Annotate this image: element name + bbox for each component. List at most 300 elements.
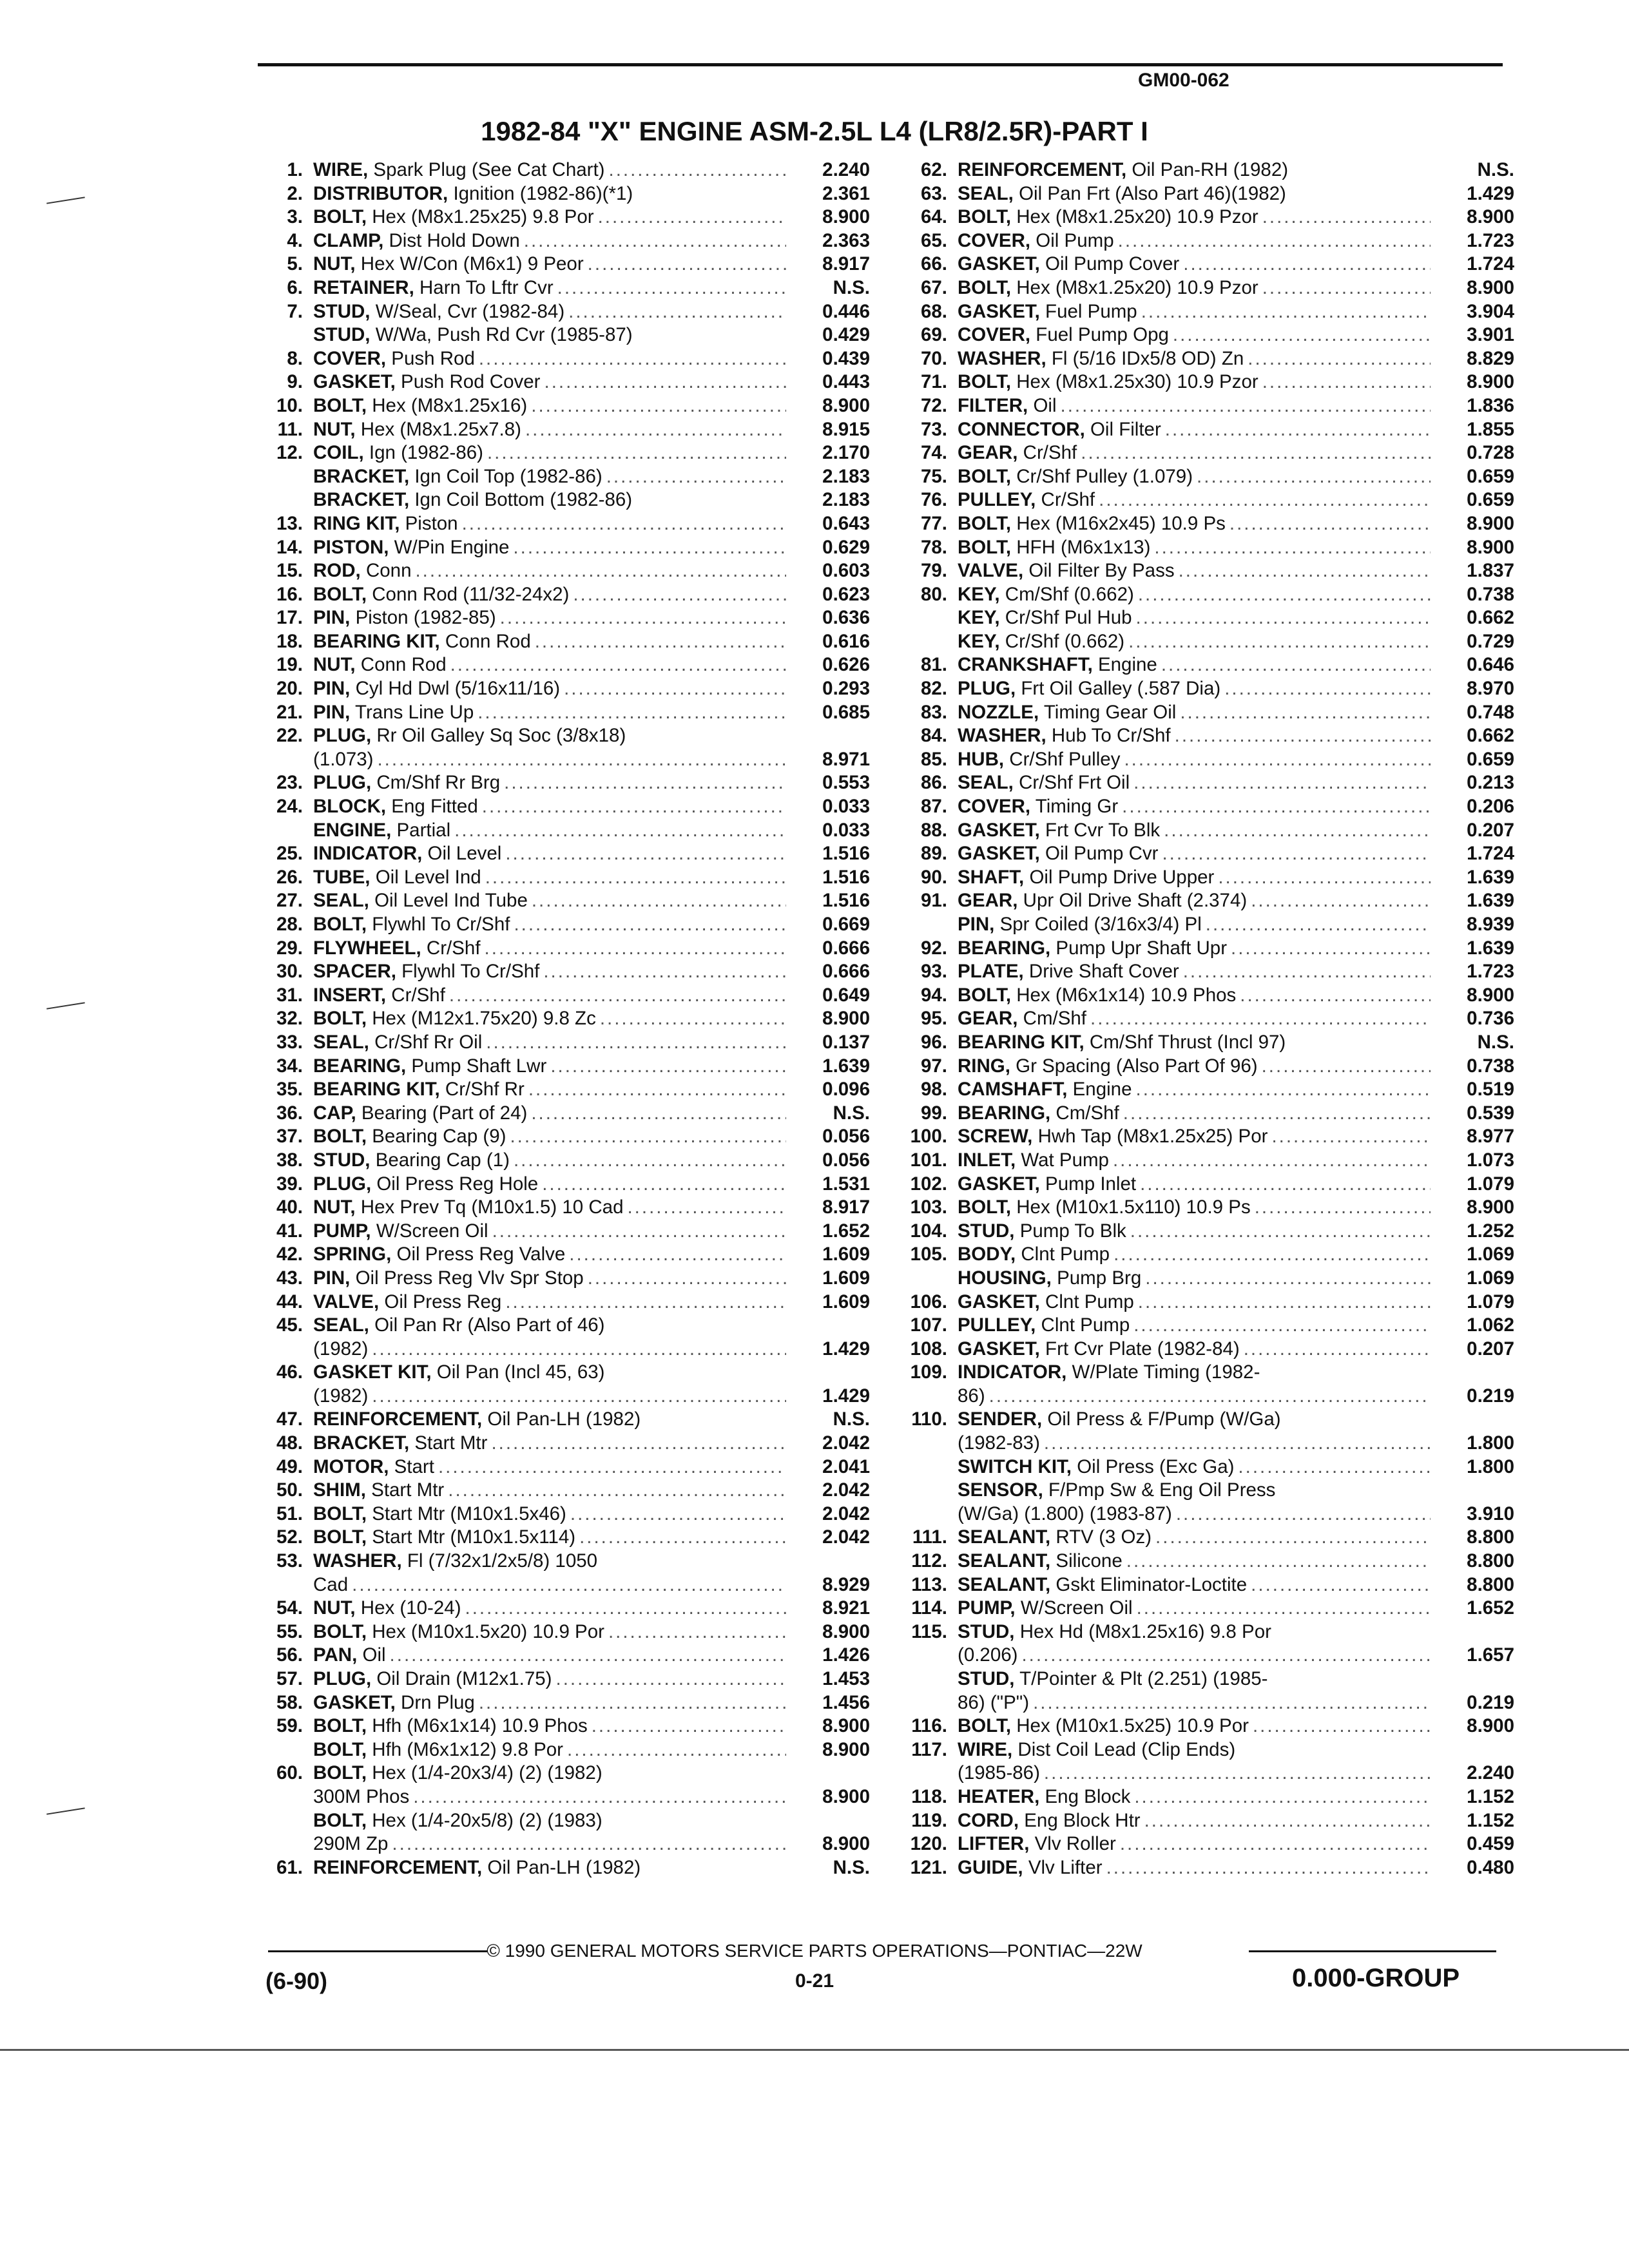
part-entry — [896, 1243, 1514, 1290]
part-description — [958, 1738, 1433, 1762]
part-description — [958, 441, 1433, 465]
part-entry — [896, 1715, 1514, 1738]
group-number: 1.069 — [1467, 1267, 1514, 1289]
item-number: 50. — [276, 1479, 303, 1501]
part-description — [313, 488, 789, 512]
part-detail: Start Mtr (M10x1.5x46) — [367, 1503, 566, 1524]
part-detail: Silicone — [1050, 1550, 1123, 1572]
item-number: 105. — [910, 1244, 947, 1265]
item-number: 12. — [276, 442, 303, 464]
item-number: 7. — [287, 300, 303, 322]
item-number: 97. — [920, 1055, 947, 1077]
group-number: 1.429 — [1467, 182, 1514, 204]
item-number: 46. — [276, 1361, 303, 1383]
item-number: 47. — [276, 1408, 303, 1430]
part-description — [313, 1291, 789, 1314]
part-detail: Oil Pan (Incl 45, 63) — [431, 1361, 605, 1383]
part-detail: Oil Press Reg — [379, 1291, 502, 1312]
group-number: 2.361 — [822, 182, 870, 204]
part-detail: W/Screen Oil — [1015, 1597, 1133, 1619]
part-detail: Ign Coil Bottom (1982-86) — [409, 489, 633, 511]
part-entry — [896, 1338, 1514, 1361]
dot-leader — [513, 536, 786, 560]
part-description — [313, 1762, 789, 1785]
group-number: 0.729 — [1467, 630, 1514, 652]
dot-leader — [485, 866, 786, 890]
dot-leader — [570, 1503, 786, 1526]
group-number: 1.800 — [1467, 1432, 1514, 1454]
part-description — [958, 1220, 1433, 1244]
part-name: BOLT, — [313, 1809, 367, 1831]
part-description — [313, 394, 789, 418]
item-number: 23. — [276, 772, 303, 794]
item-number: 110. — [911, 1408, 947, 1430]
dot-leader — [1253, 1715, 1431, 1738]
part-detail: Oil Pump — [1030, 229, 1114, 251]
dot-leader — [462, 512, 786, 536]
part-entry — [251, 347, 870, 371]
part-name: BOLT, — [313, 914, 367, 935]
part-name: INLET, — [958, 1149, 1016, 1171]
item-number: 115. — [911, 1620, 947, 1642]
part-entry — [251, 1055, 870, 1079]
part-name: BEARING, — [313, 1055, 407, 1077]
group-number: 1.531 — [822, 1173, 870, 1195]
part-name: CAMSHAFT, — [958, 1079, 1068, 1100]
group-number: 8.900 — [1467, 371, 1514, 393]
part-name: BOLT, — [313, 1620, 367, 1642]
part-detail: W/Plate Timing (1982- — [1066, 1361, 1260, 1383]
dot-leader — [1180, 701, 1431, 725]
dot-leader — [1262, 370, 1431, 394]
dot-leader — [1033, 1691, 1431, 1715]
part-detail: Rr Oil Galley Sq Soc (3/8x18) — [371, 725, 626, 747]
part-entry — [251, 441, 870, 512]
part-detail: RTV (3 Oz) — [1050, 1526, 1152, 1548]
part-name: SEAL, — [313, 1031, 369, 1053]
part-name: GUIDE, — [958, 1856, 1023, 1878]
item-number: 13. — [276, 512, 303, 534]
part-entry — [251, 559, 870, 583]
part-name: STUD, — [958, 1668, 1015, 1689]
part-description — [313, 583, 789, 607]
part-name: BOLT, — [958, 276, 1012, 298]
part-description — [313, 1832, 789, 1856]
dot-leader — [568, 300, 786, 324]
part-entry — [251, 937, 870, 961]
part-detail: Oil Press Reg Vlv Spr Stop — [350, 1267, 584, 1289]
part-entry — [251, 182, 870, 206]
part-name: BOLT, — [958, 1715, 1012, 1737]
part-entry — [896, 1620, 1514, 1715]
part-description — [313, 1267, 789, 1291]
part-description — [958, 1031, 1433, 1055]
part-detail: Fl (7/32x1/2x5/8) 1050 — [401, 1550, 598, 1572]
part-entry — [896, 1526, 1514, 1550]
part-name: CRANKSHAFT, — [958, 654, 1093, 676]
part-description — [313, 1196, 789, 1220]
group-number: 1.609 — [822, 1244, 870, 1265]
dot-leader — [1136, 606, 1431, 630]
part-description — [313, 1667, 789, 1691]
group-number: 1.855 — [1467, 418, 1514, 440]
part-name: NUT, — [313, 1196, 356, 1218]
part-description — [313, 1620, 789, 1644]
dot-leader — [1240, 984, 1431, 1008]
part-detail: Partial — [391, 819, 451, 841]
dot-leader — [1224, 677, 1431, 701]
item-number: 18. — [276, 630, 303, 652]
part-description — [958, 889, 1433, 913]
part-description — [958, 677, 1433, 701]
part-name: BRACKET, — [313, 489, 410, 511]
item-number: 89. — [920, 843, 947, 865]
group-number: 1.836 — [1467, 394, 1514, 416]
part-detail: Gskt Eliminator-Loctite — [1050, 1573, 1248, 1595]
item-number: 118. — [911, 1785, 947, 1807]
part-detail: (1.073) — [313, 748, 374, 770]
item-number: 103. — [910, 1196, 947, 1218]
part-description — [958, 394, 1433, 418]
item-number: 70. — [920, 347, 947, 369]
item-number: 85. — [920, 748, 947, 770]
part-description — [313, 347, 789, 371]
group-number: 0.662 — [1467, 607, 1514, 629]
item-number: 40. — [276, 1196, 303, 1218]
part-description — [313, 1408, 789, 1432]
item-number: 39. — [276, 1173, 303, 1195]
part-detail: Bearing Cap (1) — [370, 1149, 510, 1171]
part-description — [313, 1361, 789, 1385]
part-description — [313, 1149, 789, 1173]
part-name: PULLEY, — [958, 1314, 1036, 1336]
part-detail: 86) ("P") — [958, 1691, 1030, 1713]
part-detail: Eng Block Htr — [1019, 1809, 1141, 1831]
part-description — [313, 889, 789, 913]
item-number: 87. — [920, 796, 947, 818]
dot-leader — [450, 653, 786, 677]
item-number: 58. — [276, 1691, 303, 1713]
part-name: PIN, — [313, 701, 351, 723]
part-name: SENSOR, — [958, 1479, 1043, 1501]
group-number: 1.429 — [822, 1338, 870, 1360]
part-entry — [251, 606, 870, 630]
part-name: BRACKET, — [313, 1432, 410, 1454]
part-description — [313, 229, 789, 253]
part-name: SPRING, — [313, 1244, 392, 1265]
part-description — [313, 960, 789, 984]
part-entry — [251, 1102, 870, 1126]
item-number: 86. — [920, 772, 947, 794]
part-detail: W/Pin Engine — [389, 536, 510, 558]
part-entry — [896, 1220, 1514, 1244]
item-number: 43. — [276, 1267, 303, 1289]
part-detail: Hex (M16x2x45) 10.9 Ps — [1011, 512, 1226, 534]
part-description — [313, 253, 789, 276]
part-detail: Bearing (Part of 24) — [356, 1102, 528, 1124]
part-description — [958, 300, 1433, 324]
part-name: BOLT, — [958, 206, 1012, 228]
part-description — [313, 1597, 789, 1620]
dot-leader — [1155, 1526, 1431, 1550]
group-number: 8.900 — [822, 1833, 870, 1855]
part-entry — [251, 206, 870, 229]
part-entry — [251, 1715, 870, 1762]
group-number: 8.977 — [1467, 1126, 1514, 1148]
part-name: KEY, — [958, 607, 1000, 629]
dot-leader — [557, 276, 786, 300]
dot-leader — [1244, 1338, 1431, 1361]
part-description — [313, 1007, 789, 1031]
dot-leader — [377, 748, 786, 772]
part-name: WASHER, — [313, 1550, 402, 1572]
group-number: 8.800 — [1467, 1573, 1514, 1595]
part-entry — [251, 653, 870, 677]
group-number: 8.915 — [822, 418, 870, 440]
group-number: 8.970 — [1467, 678, 1514, 700]
item-number: 21. — [276, 701, 303, 723]
part-description — [313, 1385, 789, 1408]
part-description — [313, 323, 789, 347]
part-description — [958, 1149, 1433, 1173]
part-detail: Pump Inlet — [1039, 1173, 1137, 1195]
part-detail: Flywhl To Cr/Shf — [367, 914, 510, 935]
part-detail: Cr/Shf Pul Hub — [999, 607, 1132, 629]
item-number: 35. — [276, 1079, 303, 1100]
part-entry — [251, 159, 870, 182]
dot-leader — [438, 1456, 786, 1479]
part-name: BOLT, — [313, 1715, 367, 1737]
dot-leader — [1176, 1503, 1431, 1526]
item-number: 53. — [276, 1550, 303, 1572]
part-name: CONNECTOR, — [958, 418, 1085, 440]
dot-leader — [479, 1691, 786, 1715]
part-description — [958, 418, 1433, 442]
item-number: 60. — [276, 1762, 303, 1784]
part-detail: Pump Shaft Lwr — [406, 1055, 547, 1077]
dot-leader — [1133, 771, 1431, 795]
group-number: 0.728 — [1467, 442, 1514, 464]
part-entry — [251, 1667, 870, 1691]
dot-leader — [1113, 1243, 1431, 1267]
part-detail: Cm/Shf Rr Brg — [371, 772, 501, 794]
part-detail: Vlv Lifter — [1023, 1856, 1103, 1878]
part-detail: Spr Coiled (3/16x3/4) Pl — [994, 914, 1202, 935]
part-description — [958, 1456, 1433, 1479]
group-number: 2.042 — [822, 1526, 870, 1548]
part-detail: W/Screen Oil — [371, 1220, 488, 1242]
part-name: SEAL, — [958, 772, 1014, 794]
group-number: 8.971 — [822, 748, 870, 770]
part-entry — [251, 842, 870, 866]
dot-leader — [1061, 394, 1431, 418]
group-number: 0.443 — [822, 371, 870, 393]
dot-leader — [556, 1667, 787, 1691]
part-detail: Frt Cvr To Blk — [1039, 819, 1161, 841]
group-number: 1.724 — [1467, 843, 1514, 865]
part-entry — [896, 771, 1514, 795]
group-number: 1.073 — [1467, 1149, 1514, 1171]
part-name: PLUG, — [313, 725, 372, 747]
group-label: 0.000-GROUP — [1292, 1964, 1460, 1992]
dot-leader — [606, 465, 786, 489]
group-number: 0.662 — [1467, 725, 1514, 747]
part-name: WIRE, — [313, 159, 369, 180]
group-number: 0.738 — [1467, 583, 1514, 605]
part-entry — [251, 536, 870, 560]
part-detail: (1982) — [313, 1385, 369, 1407]
part-description — [313, 1125, 789, 1149]
group-number: 0.685 — [822, 701, 870, 723]
part-detail: F/Pmp Sw & Eng Oil Press — [1043, 1479, 1276, 1501]
item-number: 22. — [276, 725, 303, 747]
part-entry — [251, 1550, 870, 1597]
part-name: PULLEY, — [958, 489, 1036, 511]
part-detail: HFH (M6x1x13) — [1011, 536, 1151, 558]
part-detail: Engine — [1092, 654, 1157, 676]
part-name: VALVE, — [958, 560, 1024, 582]
part-entry — [251, 1597, 870, 1620]
dot-leader — [989, 1385, 1431, 1408]
group-number: 0.659 — [1467, 465, 1514, 487]
dot-leader — [454, 819, 786, 843]
part-description — [958, 1715, 1433, 1738]
part-description — [313, 677, 789, 701]
part-detail: Oil Pan-LH (1982) — [482, 1408, 641, 1430]
part-entry — [896, 1173, 1514, 1196]
part-detail: Ign (1982-86) — [363, 442, 483, 464]
dot-leader — [1183, 253, 1431, 276]
dot-leader — [1140, 1173, 1431, 1196]
item-number: 107. — [910, 1314, 947, 1336]
dot-leader — [1154, 536, 1431, 560]
group-number: 1.062 — [1467, 1314, 1514, 1336]
dot-leader — [1162, 842, 1431, 866]
part-description — [958, 701, 1433, 725]
group-number: 1.639 — [822, 1055, 870, 1077]
part-description — [313, 276, 789, 300]
part-detail: Oil Filter By Pass — [1023, 560, 1175, 582]
item-number: 80. — [920, 583, 947, 605]
part-name: NOZZLE, — [958, 701, 1039, 723]
dot-leader — [1130, 1220, 1431, 1244]
part-detail: Conn Rod (11/32-24x2) — [367, 583, 570, 605]
part-description — [313, 984, 789, 1008]
part-entry — [251, 960, 870, 984]
part-entry — [251, 1456, 870, 1479]
part-entry — [896, 394, 1514, 418]
part-entry — [251, 1432, 870, 1456]
item-number: 41. — [276, 1220, 303, 1242]
part-name: SPACER, — [313, 961, 396, 983]
part-detail: (0.206) — [958, 1644, 1018, 1666]
part-description — [313, 771, 789, 795]
item-number: 121. — [910, 1856, 947, 1878]
dot-leader — [487, 441, 786, 465]
part-description — [958, 842, 1433, 866]
dot-leader — [598, 206, 786, 229]
dot-leader — [1099, 488, 1431, 512]
part-description — [958, 1243, 1433, 1267]
group-number: 1.456 — [822, 1691, 870, 1713]
item-number: 10. — [276, 394, 303, 416]
dot-leader — [510, 1125, 786, 1149]
dot-leader — [528, 1078, 786, 1102]
dot-leader — [1122, 795, 1431, 819]
dot-leader — [1044, 1762, 1431, 1785]
group-number: 8.900 — [822, 1008, 870, 1030]
dot-leader — [448, 1479, 786, 1503]
part-name: FLYWHEEL, — [313, 937, 421, 959]
part-detail: Dist Coil Lead (Clip Ends) — [1012, 1738, 1236, 1760]
item-number: 33. — [276, 1031, 303, 1053]
part-name: STUD, — [958, 1620, 1015, 1642]
part-name: SEAL, — [313, 1314, 369, 1336]
part-name: GEAR, — [958, 442, 1018, 464]
part-detail: Start Mtr (M10x1.5x114) — [367, 1526, 576, 1548]
part-entry — [896, 1573, 1514, 1597]
part-description — [958, 1832, 1433, 1856]
part-name: KEY, — [958, 630, 1000, 652]
group-number: 0.539 — [1467, 1102, 1514, 1124]
page-title: 1982-84 "X" ENGINE ASM-2.5L L4 (LR8/2.5R)-PART I — [481, 116, 1148, 146]
part-description — [958, 559, 1433, 583]
part-description — [313, 724, 789, 748]
group-number: 0.213 — [1467, 772, 1514, 794]
dot-leader — [479, 347, 786, 371]
group-number: 8.829 — [1467, 347, 1514, 369]
part-name: BOLT, — [313, 1762, 367, 1784]
part-description — [313, 1243, 789, 1267]
part-name: BRACKET, — [313, 465, 410, 487]
header-rule — [258, 63, 1503, 66]
dot-leader — [1126, 1550, 1431, 1573]
part-detail: Start Mtr — [365, 1479, 445, 1501]
group-number: 8.939 — [1467, 914, 1514, 935]
part-detail: Oil Press Reg Valve — [391, 1244, 566, 1265]
part-description — [958, 1667, 1433, 1691]
item-number: 66. — [920, 253, 947, 275]
group-number: 0.646 — [1467, 654, 1514, 676]
dot-leader — [449, 984, 786, 1008]
part-detail: Hex (M12x1.75x20) 9.8 Zc — [367, 1008, 596, 1030]
group-number: 0.446 — [822, 300, 870, 322]
part-entry — [251, 1220, 870, 1244]
part-description — [958, 1102, 1433, 1126]
part-detail: Hex (M8x1.25x25) 9.8 Por — [367, 206, 594, 228]
part-detail: Conn — [360, 560, 412, 582]
group-number: 1.837 — [1467, 560, 1514, 582]
parts-list-right-column — [896, 159, 1514, 1879]
part-description — [958, 1550, 1433, 1573]
part-detail: Oil Pan Frt (Also Part 46)(1982) — [1013, 182, 1286, 204]
dot-leader — [592, 1715, 786, 1738]
part-name: NUT, — [313, 654, 356, 676]
part-description — [958, 159, 1433, 182]
item-number: 72. — [920, 394, 947, 416]
item-number: 63. — [920, 182, 947, 204]
part-description — [958, 1691, 1433, 1715]
group-number: 0.636 — [822, 607, 870, 629]
part-entry — [251, 866, 870, 890]
part-entry — [896, 559, 1514, 583]
part-detail: Cr/Shf (0.662) — [999, 630, 1125, 652]
group-number: 8.900 — [822, 1715, 870, 1737]
dot-leader — [492, 1220, 786, 1244]
part-description — [313, 1173, 789, 1196]
group-number: 1.429 — [822, 1385, 870, 1407]
dot-leader — [500, 606, 786, 630]
